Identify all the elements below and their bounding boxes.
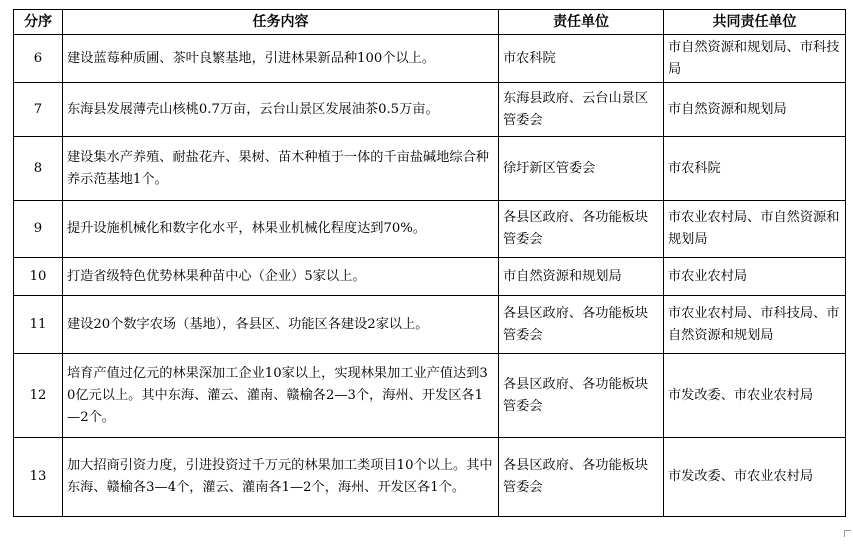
header-co-unit: 共同责任单位: [664, 10, 846, 35]
row-co-unit: 市农业农村局、市自然资源和规划局: [664, 201, 846, 258]
row-unit: 东海县政府、云台山景区管委会: [499, 83, 664, 137]
header-content: 任务内容: [63, 10, 499, 35]
row-content: 建设集水产养殖、耐盐花卉、果树、苗木种植于一体的千亩盐碱地综合种养示范基地1个。: [63, 137, 499, 201]
row-unit: 各县区政府、各功能板块管委会: [499, 201, 664, 258]
row-unit: 市自然资源和规划局: [499, 258, 664, 296]
row-seq: 10: [14, 258, 63, 296]
row-seq: 9: [14, 201, 63, 258]
header-seq: 分序: [14, 10, 63, 35]
row-unit: 市农科院: [499, 35, 664, 83]
table-row: [14, 354, 846, 438]
table-row: [14, 258, 846, 296]
row-co-unit: 市发改委、市农业农村局: [664, 354, 846, 438]
row-content: 培育产值过亿元的林果深加工企业10家以上，实现林果加工业产值达到30亿元以上。其中东海、灌云、灌南、赣榆各2—3个，海州、开发区各1—2个。: [63, 354, 499, 438]
page-corner-mark: [844, 530, 851, 537]
row-seq: 7: [14, 83, 63, 137]
row-seq: 11: [14, 296, 63, 354]
row-co-unit: 市农业农村局: [664, 258, 846, 296]
header-unit: 责任单位: [499, 10, 664, 35]
table-row: [14, 201, 846, 258]
row-co-unit: 市农科院: [664, 137, 846, 201]
row-co-unit: 市农业农村局、市科技局、市自然资源和规划局: [664, 296, 846, 354]
row-co-unit: 市自然资源和规划局: [664, 83, 846, 137]
row-content: 建设蓝莓种质圃、茶叶良繁基地，引进林果新品种100个以上。: [63, 35, 499, 83]
table-row: [14, 296, 846, 354]
row-content: 打造省级特色优势林果种苗中心（企业）5家以上。: [63, 258, 499, 296]
table-row: [14, 83, 846, 137]
row-content: 加大招商引资力度，引进投资过千万元的林果加工类项目10个以上。其中东海、赣榆各3—4个，灌云、灌南各1—2个，海州、开发区各1个。: [63, 438, 499, 517]
table-row: [14, 438, 846, 517]
row-unit: 各县区政府、各功能板块管委会: [499, 438, 664, 517]
row-unit: 徐圩新区管委会: [499, 137, 664, 201]
row-unit: 各县区政府、各功能板块管委会: [499, 296, 664, 354]
row-co-unit: 市自然资源和规划局、市科技局: [664, 35, 846, 83]
row-seq: 8: [14, 137, 63, 201]
table-header-row: [14, 10, 846, 35]
row-content: 提升设施机械化和数字化水平，林果业机械化程度达到70%。: [63, 201, 499, 258]
row-co-unit: 市发改委、市农业农村局: [664, 438, 846, 517]
task-table: [13, 9, 846, 517]
table-row: [14, 137, 846, 201]
row-seq: 13: [14, 438, 63, 517]
row-content: 东海县发展薄壳山核桃0.7万亩，云台山景区发展油茶0.5万亩。: [63, 83, 499, 137]
table-row: [14, 35, 846, 83]
row-unit: 各县区政府、各功能板块管委会: [499, 354, 664, 438]
row-seq: 12: [14, 354, 63, 438]
row-content: 建设20个数字农场（基地），各县区、功能区各建设2家以上。: [63, 296, 499, 354]
row-seq: 6: [14, 35, 63, 83]
